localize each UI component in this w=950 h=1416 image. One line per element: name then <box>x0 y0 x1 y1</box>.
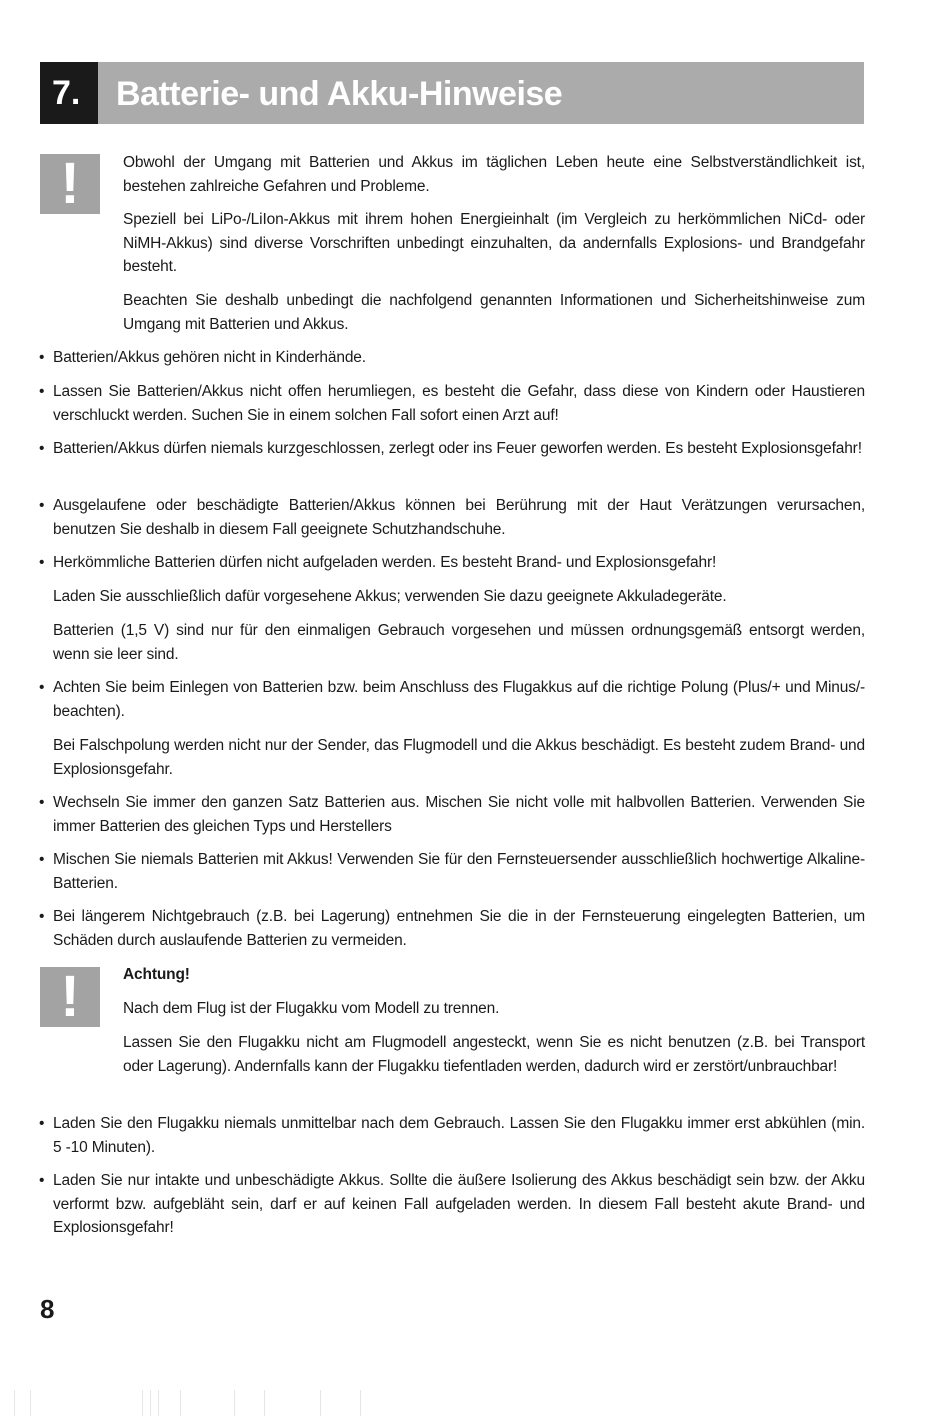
list-item <box>39 676 865 723</box>
list-item <box>39 1112 865 1159</box>
bullet-marker: • <box>39 554 45 571</box>
attention-line-2: Lassen Sie den Flugakku nicht am Flugmodell angesteckt, wenn Sie es nicht benutzen (z.B. bei Transport oder Lagerung). Andernfalls kann der Flugakku tiefentladen werden, dadurch wird er zerstört/unbrauchbar! <box>123 1034 865 1075</box>
list-item <box>39 437 865 461</box>
bullet-marker: • <box>39 497 45 514</box>
list-item <box>39 346 865 370</box>
footer-scan-marks <box>0 1390 950 1416</box>
list-item <box>39 1169 865 1240</box>
bullet-marker: • <box>39 1115 45 1132</box>
list-item-text: Batterien/Akkus dürfen niemals kurzgeschlossen, zerlegt oder ins Feuer geworfen werden. Es besteht Explosionsgefahr! <box>53 440 862 457</box>
intro-paragraph-2: Speziell bei LiPo-/LiIon-Akkus mit ihrem hohen Energieinhalt (im Vergleich zu herkömmlichen NiCd- oder NiMH-Akkus) sind diverse Vorschriften unbedingt einzuhalten, da andernfalls Explosions- und Brandgefahr besteht. <box>123 211 865 275</box>
bullet-marker: • <box>39 1172 45 1189</box>
list-item <box>39 848 865 895</box>
list-item-continuation: Batterien (1,5 V) sind nur für den einmaligen Gebrauch vorgesehen und müssen ordnungsgemäß entsorgt werden, wenn sie leer sind. <box>53 622 865 663</box>
list-item <box>39 494 865 541</box>
list-item-text: Wechseln Sie immer den ganzen Satz Batterien aus. Mischen Sie nicht volle mit halbvollen Batterien. Verwenden Sie immer Batterien des gleichen Typs und Herstellers <box>53 794 865 835</box>
list-item-text: Bei längerem Nichtgebrauch (z.B. bei Lagerung) entnehmen Sie die in der Fernsteuerung eingelegten Batterien, um Schäden durch auslaufende Batterien zu vermeiden. <box>53 908 865 949</box>
list-item <box>39 551 865 575</box>
bullet-marker: • <box>39 851 45 868</box>
list-item-text: Herkömmliche Batterien dürfen nicht aufgeladen werden. Es besteht Brand- und Explosionsgefahr! <box>53 554 717 571</box>
list-item-text: Laden Sie den Flugakku niemals unmittelbar nach dem Gebrauch. Lassen Sie den Flugakku immer erst abkühlen (min. 5 -10 Minuten). <box>53 1115 865 1156</box>
list-item-text: Achten Sie beim Einlegen von Batterien bzw. beim Anschluss des Flugakkus auf die richtige Polung (Plus/+ und Minus/- beachten). <box>53 679 865 720</box>
exclamation-warning-icon: ! <box>40 967 100 1027</box>
bullet-marker: • <box>39 908 45 925</box>
intro-paragraph-1: Obwohl der Umgang mit Batterien und Akkus im täglichen Leben heute eine Selbstverständlichkeit ist, bestehen zahlreiche Gefahren und Probleme. <box>123 154 865 195</box>
list-item-continuation: Bei Falschpolung werden nicht nur der Sender, das Flugmodell und die Akkus beschädigt. Es besteht zudem Brand- und Explosionsgefahr. <box>53 737 865 778</box>
section-title: Batterie- und Akku-Hinweise <box>98 62 864 124</box>
bullet-marker: • <box>39 349 45 366</box>
exclamation-warning-icon: ! <box>40 154 100 214</box>
bullet-marker: • <box>39 794 45 811</box>
list-item-continuation: Laden Sie ausschließlich dafür vorgesehene Akkus; verwenden Sie dazu geeignete Akkuladegeräte. <box>53 588 727 605</box>
attention-heading: Achtung! <box>123 966 190 983</box>
attention-line-1: Nach dem Flug ist der Flugakku vom Modell zu trennen. <box>123 1000 500 1017</box>
bullet-marker: • <box>39 679 45 696</box>
bullet-marker: • <box>39 440 45 457</box>
list-item-text: Laden Sie nur intakte und unbeschädigte Akkus. Sollte die äußere Isolierung des Akkus beschädigt sein bzw. der Akku verformt bzw. aufgebläht sein, darf er auf keinen Fall aufgeladen werden. In diesem Fall besteht akute Brand- und Explosionsgefahr! <box>53 1172 865 1236</box>
bullet-marker: • <box>39 383 45 400</box>
list-item <box>39 380 865 427</box>
list-item <box>39 905 865 952</box>
section-number: 7. <box>40 62 98 124</box>
page-number: 8 <box>40 1294 55 1324</box>
section-header <box>40 62 864 124</box>
list-item-text: Ausgelaufene oder beschädigte Batterien/Akkus können bei Berührung mit der Haut Verätzungen verursachen, benutzen Sie deshalb in diesem Fall geeignete Schutzhandschuhe. <box>53 497 865 538</box>
list-item-text: Mischen Sie niemals Batterien mit Akkus! Verwenden Sie für den Fernsteuersender ausschließlich hochwertige Alkaline-Batterien. <box>53 851 865 892</box>
list-item-text: Lassen Sie Batterien/Akkus nicht offen herumliegen, es besteht die Gefahr, dass diese von Kindern oder Haustieren verschluckt werden. Suchen Sie in einem solchen Fall sofort einen Arzt auf! <box>53 383 865 424</box>
intro-paragraph-3: Beachten Sie deshalb unbedingt die nachfolgend genannten Informationen und Sicherheitshinweise zum Umgang mit Batterien und Akkus. <box>123 292 865 333</box>
list-item <box>39 791 865 838</box>
list-item-text: Batterien/Akkus gehören nicht in Kinderhände. <box>53 349 366 366</box>
